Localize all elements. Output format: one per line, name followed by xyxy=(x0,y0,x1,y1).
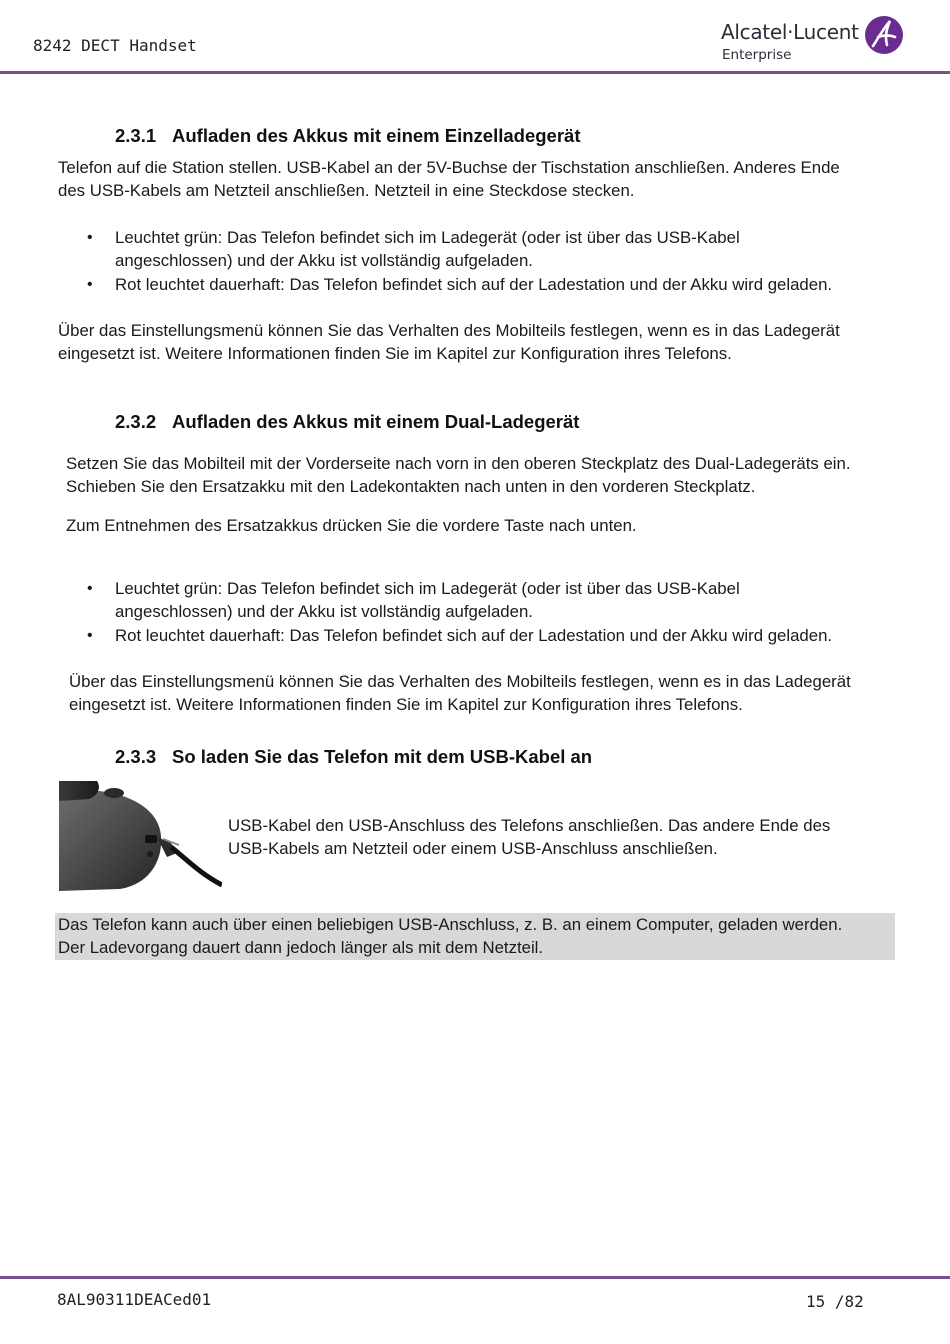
section-title: Aufladen des Akkus mit einem Dual-Ladegerät xyxy=(172,411,580,432)
text-line: • Rot leuchtet dauerhaft: Das Telefon befindet sich auf der Ladestation und der Akku wird geladen. xyxy=(115,626,833,645)
text-line: • Leuchtet grün: Das Telefon befindet sich im Ladegerät (oder ist über das USB-Kabel xyxy=(115,579,740,598)
alcatel-lucent-emblem-icon xyxy=(864,15,904,55)
section-heading-2-3-2 xyxy=(115,411,579,433)
section-1-intro xyxy=(58,156,840,202)
note-text xyxy=(58,913,842,959)
section-heading-2-3-1 xyxy=(115,125,581,147)
section-title: Aufladen des Akkus mit einem Einzelladegerät xyxy=(172,125,581,146)
text-line: Der Ladevorgang dauert dann jedoch länger als mit dem Netzteil. xyxy=(58,938,544,957)
section-2-bullet-list xyxy=(58,577,832,647)
section-1-bullet-list xyxy=(58,226,832,296)
section-2-intro xyxy=(66,452,851,498)
list-item xyxy=(58,577,832,623)
text-line: angeschlossen) und der Akku ist vollständig aufgeladen. xyxy=(115,251,533,270)
text-line: • Rot leuchtet dauerhaft: Das Telefon befindet sich auf der Ladestation und der Akku wird geladen. xyxy=(115,275,833,294)
text-line: Über das Einstellungsmenü können Sie das Verhalten des Mobilteils festlegen, wenn es in das Ladegerät xyxy=(69,672,851,691)
header-rule xyxy=(0,71,950,74)
text-line: des USB-Kabels am Netzteil anschließen. Netzteil in eine Steckdose stecken. xyxy=(58,181,635,200)
brand-logo xyxy=(721,18,911,68)
brand-subtitle: Enterprise xyxy=(722,47,792,63)
list-item xyxy=(58,226,832,272)
text-line: Setzen Sie das Mobilteil mit der Vorderseite nach vorn in den oberen Steckplatz des Dual-Ladegeräts ein. xyxy=(66,454,851,473)
brand-name: Alcatel·Lucent xyxy=(721,20,859,44)
text-line: Das Telefon kann auch über einen beliebigen USB-Anschluss, z. B. an einem Computer, geladen werden. xyxy=(58,915,843,934)
document-title: 8242 DECT Handset xyxy=(33,36,197,55)
section-2-outro xyxy=(69,670,851,716)
text-line: eingesetzt ist. Weitere Informationen finden Sie im Kapitel zur Konfiguration ihres Telefons. xyxy=(69,695,743,714)
section-1-outro xyxy=(58,319,840,365)
section-number: 2.3.3 xyxy=(115,746,157,767)
text-line: angeschlossen) und der Akku ist vollständig aufgeladen. xyxy=(115,602,533,621)
section-2-remove-note: Zum Entnehmen des Ersatzakkus drücken Sie die vordere Taste nach unten. xyxy=(66,516,637,535)
section-title: So laden Sie das Telefon mit dem USB-Kabel an xyxy=(172,746,593,767)
text-line: • Leuchtet grün: Das Telefon befindet sich im Ladegerät (oder ist über das USB-Kabel xyxy=(115,228,740,247)
text-line: USB-Kabel den USB-Anschluss des Telefons anschließen. Das andere Ende des xyxy=(228,816,831,835)
text-line: Schieben Sie den Ersatzakku mit den Ladekontakten nach unten in den vorderen Steckplatz. xyxy=(66,477,756,496)
usb-instructions xyxy=(228,814,830,860)
footer-rule xyxy=(0,1276,950,1279)
text-line: USB-Kabels am Netzteil oder einem USB-Anschluss anschließen. xyxy=(228,839,718,858)
text-line: Telefon auf die Station stellen. USB-Kabel an der 5V-Buchse der Tischstation anschließen. Anderes Ende xyxy=(58,158,840,177)
section-number: 2.3.2 xyxy=(115,411,157,432)
list-item xyxy=(58,624,832,647)
list-item xyxy=(58,273,832,296)
document-code: 8AL90311DEACed01 xyxy=(57,1290,212,1309)
section-number: 2.3.1 xyxy=(115,125,157,146)
info-note-box xyxy=(55,913,895,960)
usb-cable-phone-photo xyxy=(59,781,222,893)
text-line: Über das Einstellungsmenü können Sie das Verhalten des Mobilteils festlegen, wenn es in das Ladegerät xyxy=(58,321,840,340)
section-heading-2-3-3 xyxy=(115,746,592,768)
text-line: eingesetzt ist. Weitere Informationen finden Sie im Kapitel zur Konfiguration ihres Telefons. xyxy=(58,344,732,363)
page-number: 15 /82 xyxy=(806,1292,864,1311)
